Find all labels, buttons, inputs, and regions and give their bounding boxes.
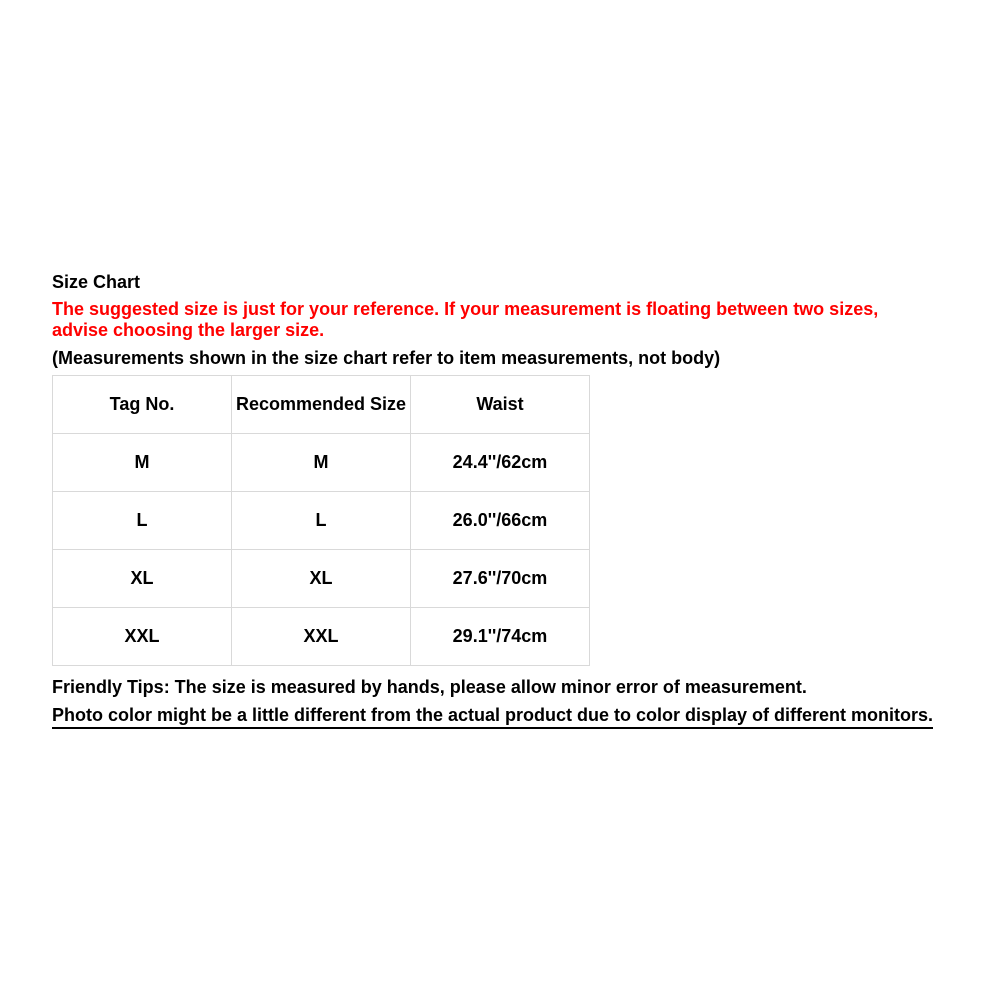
cell-recommended-size: XXL bbox=[232, 608, 411, 666]
cell-recommended-size: L bbox=[232, 492, 411, 550]
header-recommended-size: Recommended Size bbox=[232, 376, 411, 434]
cell-tag-no: XL bbox=[53, 550, 232, 608]
friendly-tips: Friendly Tips: The size is measured by hands, please allow minor error of measurement. bbox=[52, 677, 807, 697]
table-row bbox=[53, 434, 590, 492]
cell-waist: 26.0''/66cm bbox=[411, 492, 590, 550]
table-header-row bbox=[53, 376, 590, 434]
header-waist: Waist bbox=[411, 376, 590, 434]
size-table bbox=[52, 375, 590, 666]
cell-waist: 27.6''/70cm bbox=[411, 550, 590, 608]
cell-tag-no: XXL bbox=[53, 608, 232, 666]
cell-tag-no: L bbox=[53, 492, 232, 550]
cell-recommended-size: XL bbox=[232, 550, 411, 608]
table-row bbox=[53, 608, 590, 666]
size-chart-section bbox=[52, 271, 952, 729]
table-row bbox=[53, 492, 590, 550]
table-row bbox=[53, 550, 590, 608]
header-tag-no: Tag No. bbox=[53, 376, 232, 434]
cell-waist: 24.4''/62cm bbox=[411, 434, 590, 492]
page-title: Size Chart bbox=[52, 272, 141, 292]
measurement-note: (Measurements shown in the size chart refer to item measurements, not body) bbox=[52, 348, 721, 368]
cell-tag-no: M bbox=[53, 434, 232, 492]
cell-waist: 29.1''/74cm bbox=[411, 608, 590, 666]
size-advice-notice: The suggested size is just for your reference. If your measurement is floating between two sizes, advise choosing the larger size. bbox=[52, 299, 879, 340]
color-disclaimer: Photo color might be a little different from the actual product due to color display of different monitors. bbox=[52, 704, 933, 729]
cell-recommended-size: M bbox=[232, 434, 411, 492]
